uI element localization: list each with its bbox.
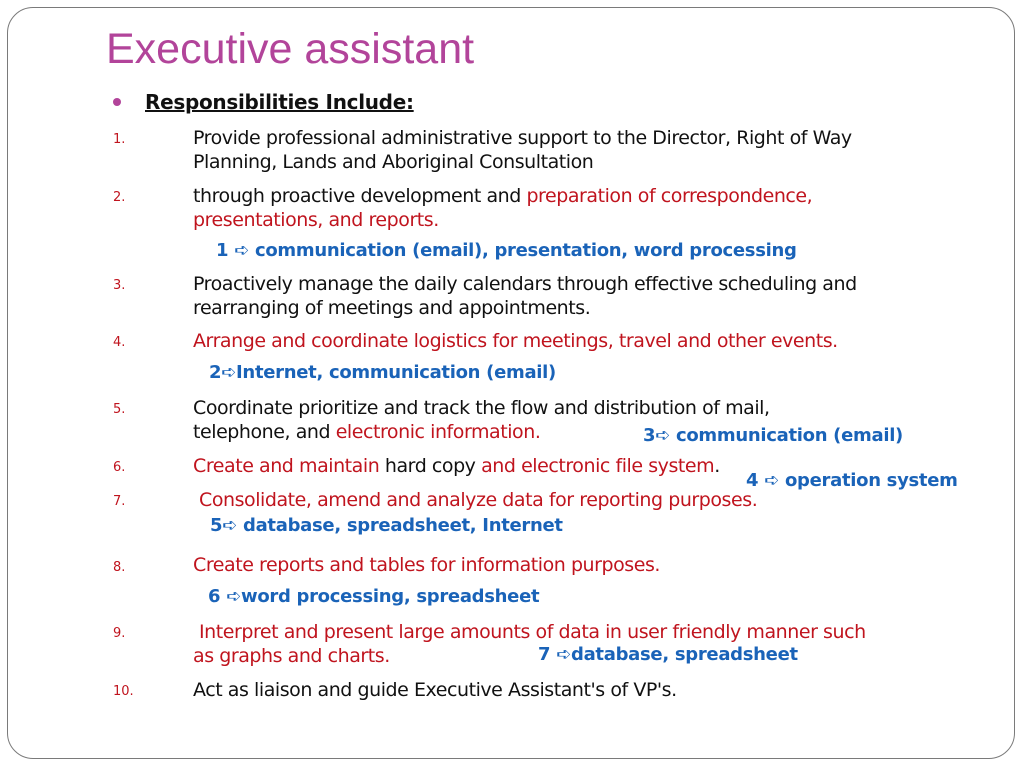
- item-6-text-black: hard copy: [384, 455, 482, 477]
- note-6: [208, 585, 539, 609]
- heading-bullet: [113, 98, 121, 106]
- note-1-number: 1: [216, 240, 235, 261]
- item-8-line-1: Create reports and tables for information purposes.: [193, 554, 661, 576]
- note-3-text: communication (email): [670, 425, 903, 446]
- item-number-4: 4.: [113, 335, 126, 350]
- note-7-number: 7: [538, 644, 557, 665]
- item-4-line-1: Arrange and coordinate logistics for meetings, travel and other events.: [193, 330, 838, 352]
- item-6-text-red-2: and electronic file system: [481, 455, 715, 477]
- note-4: [746, 469, 958, 493]
- note-5-text: database, spreadsheet, Internet: [237, 515, 563, 536]
- note-2-number: 2: [209, 362, 222, 383]
- note-2: [209, 361, 556, 385]
- item-2-line-1: [193, 184, 812, 208]
- item-number-7: 7.: [113, 494, 126, 509]
- item-5-line-2: [193, 420, 540, 444]
- arrow-icon: ➪: [764, 470, 779, 491]
- note-5-number: 5: [210, 515, 223, 536]
- note-7-text: database, spreadsheet: [571, 644, 798, 665]
- item-2-line-2: presentations, and reports.: [193, 209, 439, 231]
- arrow-icon: ➪: [234, 240, 249, 261]
- item-1-line-1: Provide professional administrative support to the Director, Right of Way: [193, 127, 852, 149]
- note-4-text: operation system: [779, 470, 958, 491]
- arrow-icon: ➪: [655, 425, 671, 446]
- item-7-line-1: Consolidate, amend and analyze data for reporting purposes.: [199, 489, 758, 511]
- arrow-icon: ➪: [226, 586, 241, 607]
- item-number-3: 3.: [113, 278, 126, 293]
- item-9-line-2: as graphs and charts.: [193, 645, 390, 667]
- arrow-icon: ➪: [556, 644, 571, 665]
- item-1-line-2: Planning, Lands and Aboriginal Consultation: [193, 151, 594, 173]
- item-number-6: 6.: [113, 460, 126, 475]
- item-9-line-1: Interpret and present large amounts of data in user friendly manner such: [199, 621, 866, 643]
- arrow-icon: ➪: [222, 515, 238, 536]
- item-5-text-red: electronic information.: [335, 421, 541, 443]
- item-6-text-red-1: Create and maintain: [193, 455, 385, 477]
- note-5: [210, 514, 563, 538]
- item-number-8: 8.: [113, 560, 126, 575]
- item-6-line-1: [193, 454, 720, 478]
- note-1-text: communication (email), presentation, word processing: [249, 240, 797, 261]
- item-10-line-1: Act as liaison and guide Executive Assistant's of VP's.: [193, 679, 677, 701]
- item-number-10: 10.: [113, 684, 134, 699]
- note-3-number: 3: [643, 425, 656, 446]
- item-2-text-black: through proactive development and: [193, 185, 527, 207]
- responsibilities-heading: Responsibilities Include:: [145, 90, 414, 114]
- item-number-2: 2.: [113, 190, 126, 205]
- note-6-text: word processing, spreadsheet: [241, 586, 540, 607]
- item-number-5: 5.: [113, 402, 126, 417]
- note-1: [216, 239, 797, 263]
- item-3-line-1: Proactively manage the daily calendars through effective scheduling and: [193, 273, 857, 295]
- note-2-text: Internet, communication (email): [236, 362, 556, 383]
- slide-title: Executive assistant: [106, 25, 475, 73]
- item-5-line-1: Coordinate prioritize and track the flow and distribution of mail,: [193, 397, 770, 419]
- item-3-line-2: rearranging of meetings and appointments.: [193, 297, 591, 319]
- note-3: [643, 424, 903, 448]
- item-number-1: 1.: [113, 132, 126, 147]
- arrow-icon: ➪: [221, 362, 237, 383]
- note-7: [538, 643, 798, 667]
- item-6-period: .: [714, 455, 720, 477]
- item-2-text-red: preparation of correspondence,: [526, 185, 813, 207]
- item-number-9: 9.: [113, 626, 126, 641]
- note-4-number: 4: [746, 470, 765, 491]
- note-6-number: 6: [208, 586, 227, 607]
- item-5-text-black: telephone, and: [193, 421, 336, 443]
